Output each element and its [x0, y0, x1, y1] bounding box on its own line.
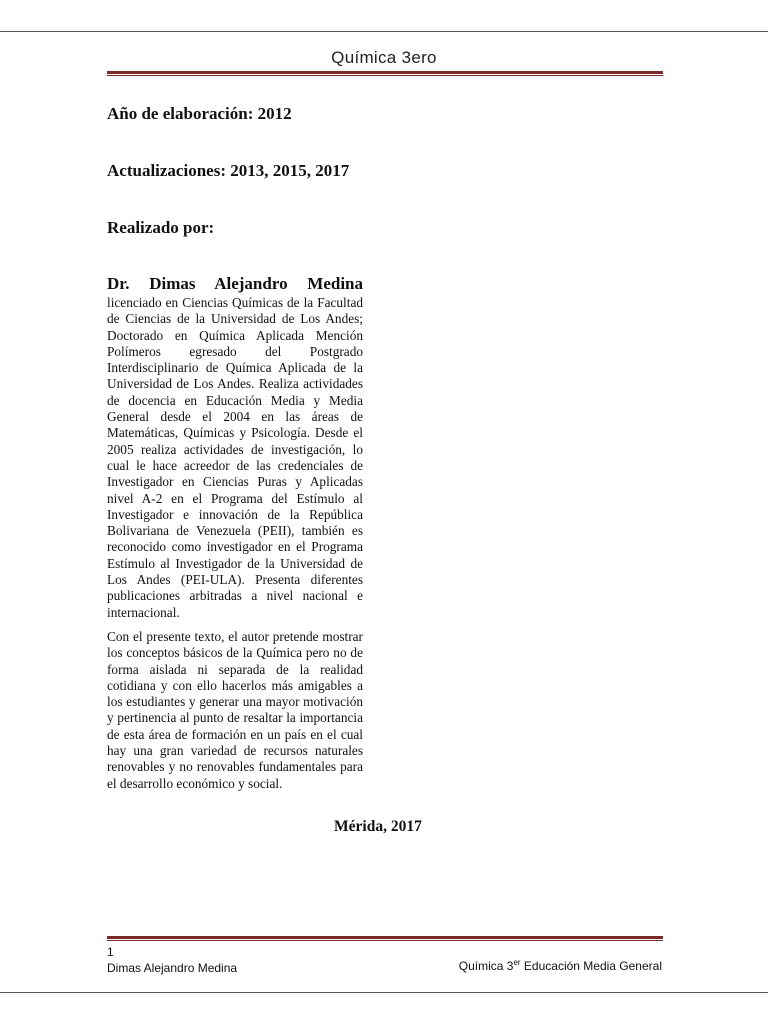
top-border-line [0, 31, 768, 32]
footer-course-suffix: Educación Media General [520, 959, 662, 973]
footer-course-superscript: er [513, 958, 521, 967]
updates-line: Actualizaciones: 2013, 2015, 2017 [107, 161, 350, 180]
bottom-border-line [0, 992, 768, 993]
bio-paragraph-1: licenciado en Ciencias Químicas de la Facultad de Ciencias de la Universidad de Los Andes; Doctorado en Química Aplicada Mención Polímeros egresado del Postgrado Interdisciplinario de Química Aplicada de la Universidad de Los Andes. Realiza actividades de docencia en Educación Media y Media General desde el 2004 en las áreas de Matemáticas, Químicas y Psicología. Desde el 2005 realiza actividades de investigación, lo cual le hace acreedor de las credenciales de Investigador en Ciencias Puras y Aplicadas nivel A-2 en el Programa del Estímulo al Investigador e innovación de la República Bolivariana de Venezuela (PEII), también es reconocido como investigador en el Programa Estímulo al Investigador de la Universidad de Los Andes (PEI-ULA). Presenta diferentes publicaciones arbitradas a nivel nacional e internacional. [107, 295, 363, 620]
author-bio [107, 273, 363, 792]
footer-rule [107, 936, 663, 941]
header-rule [107, 71, 663, 76]
footer-course-prefix: Química 3 [458, 959, 514, 973]
bio-paragraph-2: Con el presente texto, el autor pretende mostrar los conceptos básicos de la Química pero no de forma aislada ni separada de la realidad cotidiana y con ello hacerlos más amigables a los estudiantes y generar una mayor motivación y pertinencia al punto de resaltar la importancia de esta área de formación en un país en el cual hay una gran variedad de recursos naturales renovables y no renovables fundamentales para el desarrollo económico y social. [107, 628, 363, 791]
footer-course-title [459, 958, 662, 973]
footer-page-number: 1 [107, 945, 114, 959]
made-by-label: Realizado por: [107, 218, 215, 237]
page-header-title: Química 3ero [331, 48, 437, 67]
place-and-date: Mérida, 2017 [334, 818, 422, 835]
footer-author: Dimas Alejandro Medina [107, 961, 238, 975]
author-name: Dr. Dimas Alejandro Medina [107, 274, 363, 293]
year-of-elaboration: Año de elaboración: 2012 [107, 104, 292, 123]
